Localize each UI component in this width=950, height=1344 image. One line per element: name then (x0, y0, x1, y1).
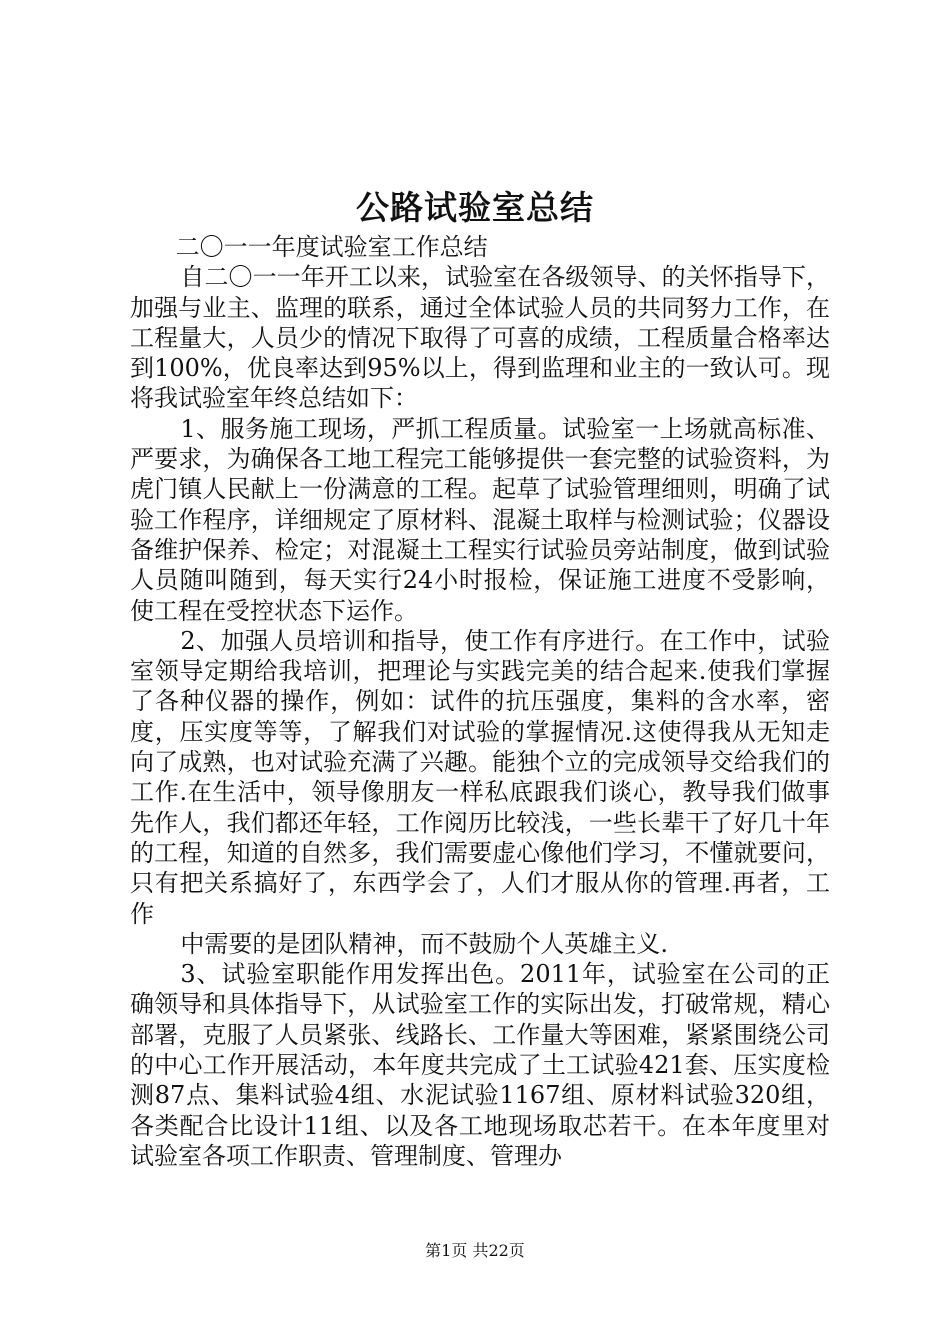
paragraph-section-2: 2、加强人员培训和指导，使工作有序进行。在工作中，试验室领导定期给我培训，把理论与实践完美的结合起来.使我们掌握了各种仪器的操作，例如：试件的抗压强度，集料的含水率，密度，压实度等等，了解我们对试验的掌握情况.这使得我从无知走向了成熟，也对试验充满了兴趣。能独个立的完成领导交给我们的工作.在生活中，领导像朋友一样私底跟我们谈心，教导我们做事先作人，我们都还年轻，工作阅历比较浅，一些长辈干了好几十年的工程，知道的自然多，我们需要虚心像他们学习，不懂就要问，只有把关系搞好了，东西学会了，人们才服从你的管理.再者，工作 (130, 626, 830, 928)
document-title: 公路试验室总结 (356, 188, 594, 227)
document-body (130, 232, 830, 1171)
page-number-footer: 第1页 共22页 (425, 1241, 525, 1260)
paragraph-intro: 自二〇一一年开工以来，试验室在各级领导、的关怀指导下，加强与业主、监理的联系，通过全体试验人员的共同努力工作，在工程量大，人员少的情况下取得了可喜的成绩，工程质量合格率达到100%，优良率达到95%以上，得到监理和业主的一致认可。现将我试验室年终总结如下： (130, 263, 830, 413)
paragraph-section-1: 1、服务施工现场，严抓工程质量。试验室一上场就高标准、严要求，为确保各工地工程完工能够提供一套完整的试验资料，为虎门镇人民献上一份满意的工程。起草了试验管理细则，明确了试验工作程序，详细规定了原材料、混凝土取样与检测试验；仪器设备维护保养、检定；对混凝土工程实行试验员旁站制度，做到试验人员随叫随到，每天实行24小时报检，保证施工进度不受影响，使工程在受控状态下运作。 (130, 414, 830, 625)
paragraph-section-3: 3、试验室职能作用发挥出色。2011年，试验室在公司的正确领导和具体指导下，从试验室工作的实际出发，打破常规，精心部署，克服了人员紧张、线路长、工作量大等困难，紧紧围绕公司的中心工作开展活动，本年度共完成了土工试验421套、压实度检测87点、集料试验4组、水泥试验1167组、原材料试验320组，各类配合比设计11组、以及各工地现场取芯若干。在本年度里对试验室各项工作职责、管理制度、管理办 (130, 960, 830, 1170)
paragraph-section-2-continued: 中需要的是团队精神，而不鼓励个人英雄主义. (180, 929, 669, 958)
document-subtitle: 二〇一一年度试验室工作总结 (175, 233, 488, 261)
